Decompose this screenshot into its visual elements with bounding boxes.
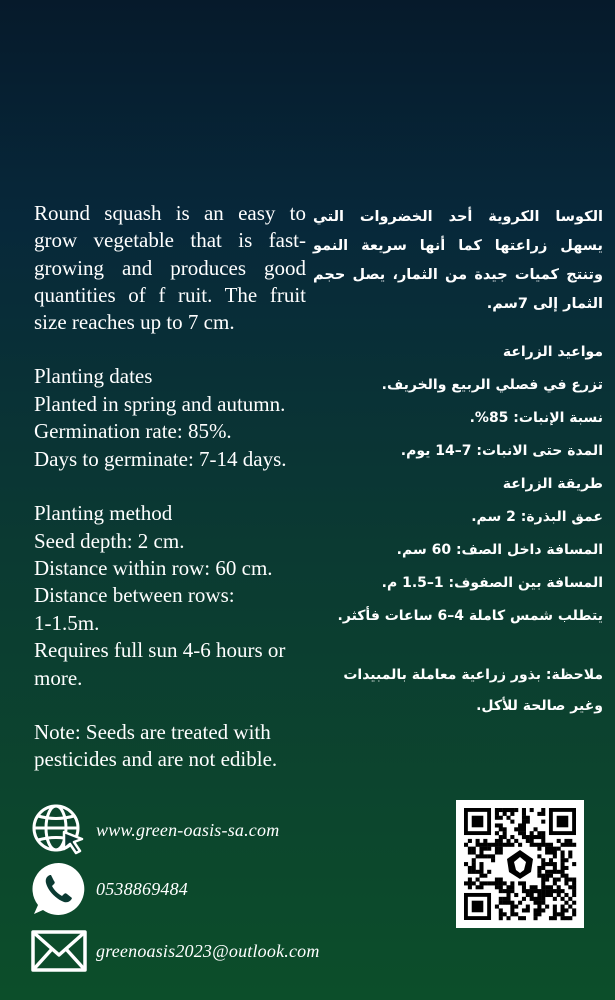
english-column bbox=[34, 200, 306, 774]
planting-method-line: Distance between rows: bbox=[34, 583, 235, 608]
phone-text[interactable]: 0538869484 bbox=[96, 878, 188, 899]
note-line: Note: Seeds are treated with bbox=[34, 719, 271, 744]
contact-phone[interactable] bbox=[30, 859, 188, 919]
whatsapp-icon bbox=[30, 860, 88, 918]
planting-dates-line: Planted in spring and autumn. bbox=[34, 391, 286, 416]
english-intro: Round squash is an easy to grow vegetable that is fast-growing and produces good quantities of f ruit. The fruit size reaches up to 7 cm. bbox=[34, 201, 306, 335]
planting-dates-line: Days to germinate: 7-14 days. bbox=[34, 446, 287, 471]
arabic-note: ملاحظة: بذور زراعية معاملة بالمبيدات وغير صالحة للأكل. bbox=[343, 667, 603, 714]
planting-method-line: Requires full sun 4-6 hours or bbox=[34, 638, 286, 663]
qr-code-icon[interactable] bbox=[456, 800, 584, 928]
envelope-icon bbox=[30, 922, 88, 980]
planting-method-line: Distance within row: 60 cm. bbox=[34, 555, 273, 580]
contact-email[interactable] bbox=[30, 921, 320, 981]
contact-website[interactable] bbox=[30, 800, 279, 860]
arabic-intro: الكوسا الكروية أحد الخضروات التي يسهل زراعتها كما أنها سريعة النمو وتنتج كميات جيدة من الثمار، يصل حجم الثمار إلى 7سم. bbox=[313, 209, 603, 312]
arabic-planting-method-line: عمق البذرة: 2 سم. bbox=[471, 509, 603, 525]
planting-dates-line: Germination rate: 85%. bbox=[34, 419, 232, 444]
arabic-planting-dates-line: المدة حتى الانبات: 7–14 يوم. bbox=[400, 443, 603, 459]
arabic-planting-method-line: المسافة بين الصفوف: 1–1.5 م. bbox=[381, 575, 603, 591]
note-line: pesticides and are not edible. bbox=[34, 747, 278, 772]
arabic-planting-dates-line: تزرع في فصلي الربيع والخريف. bbox=[381, 377, 603, 393]
planting-method-line: Seed depth: 2 cm. bbox=[34, 528, 185, 553]
planting-method-line: more. bbox=[34, 665, 83, 690]
arabic-column bbox=[313, 203, 603, 722]
website-text[interactable]: www.green-oasis-sa.com bbox=[96, 819, 280, 840]
arabic-planting-method-heading: طريقة الزراعة bbox=[502, 476, 603, 492]
arabic-planting-method-line: يتطلب شمس كاملة 4–6 ساعات فأكثر. bbox=[337, 608, 603, 624]
arabic-planting-dates-line: نسبة الإنبات: 85%. bbox=[469, 410, 603, 426]
arabic-planting-method-line: المسافة داخل الصف: 60 سم. bbox=[396, 542, 603, 558]
arabic-planting-dates-heading: مواعيد الزراعة bbox=[502, 344, 603, 360]
planting-method-line: 1-1.5m. bbox=[34, 610, 100, 635]
english-note bbox=[34, 719, 306, 774]
email-text[interactable]: greenoasis2023@outlook.com bbox=[96, 940, 320, 961]
planting-method-heading: Planting method bbox=[34, 501, 173, 526]
english-planting-dates bbox=[34, 363, 306, 473]
planting-dates-heading: Planting dates bbox=[34, 364, 153, 389]
english-planting-method bbox=[34, 500, 306, 692]
globe-cursor-icon bbox=[30, 801, 88, 859]
